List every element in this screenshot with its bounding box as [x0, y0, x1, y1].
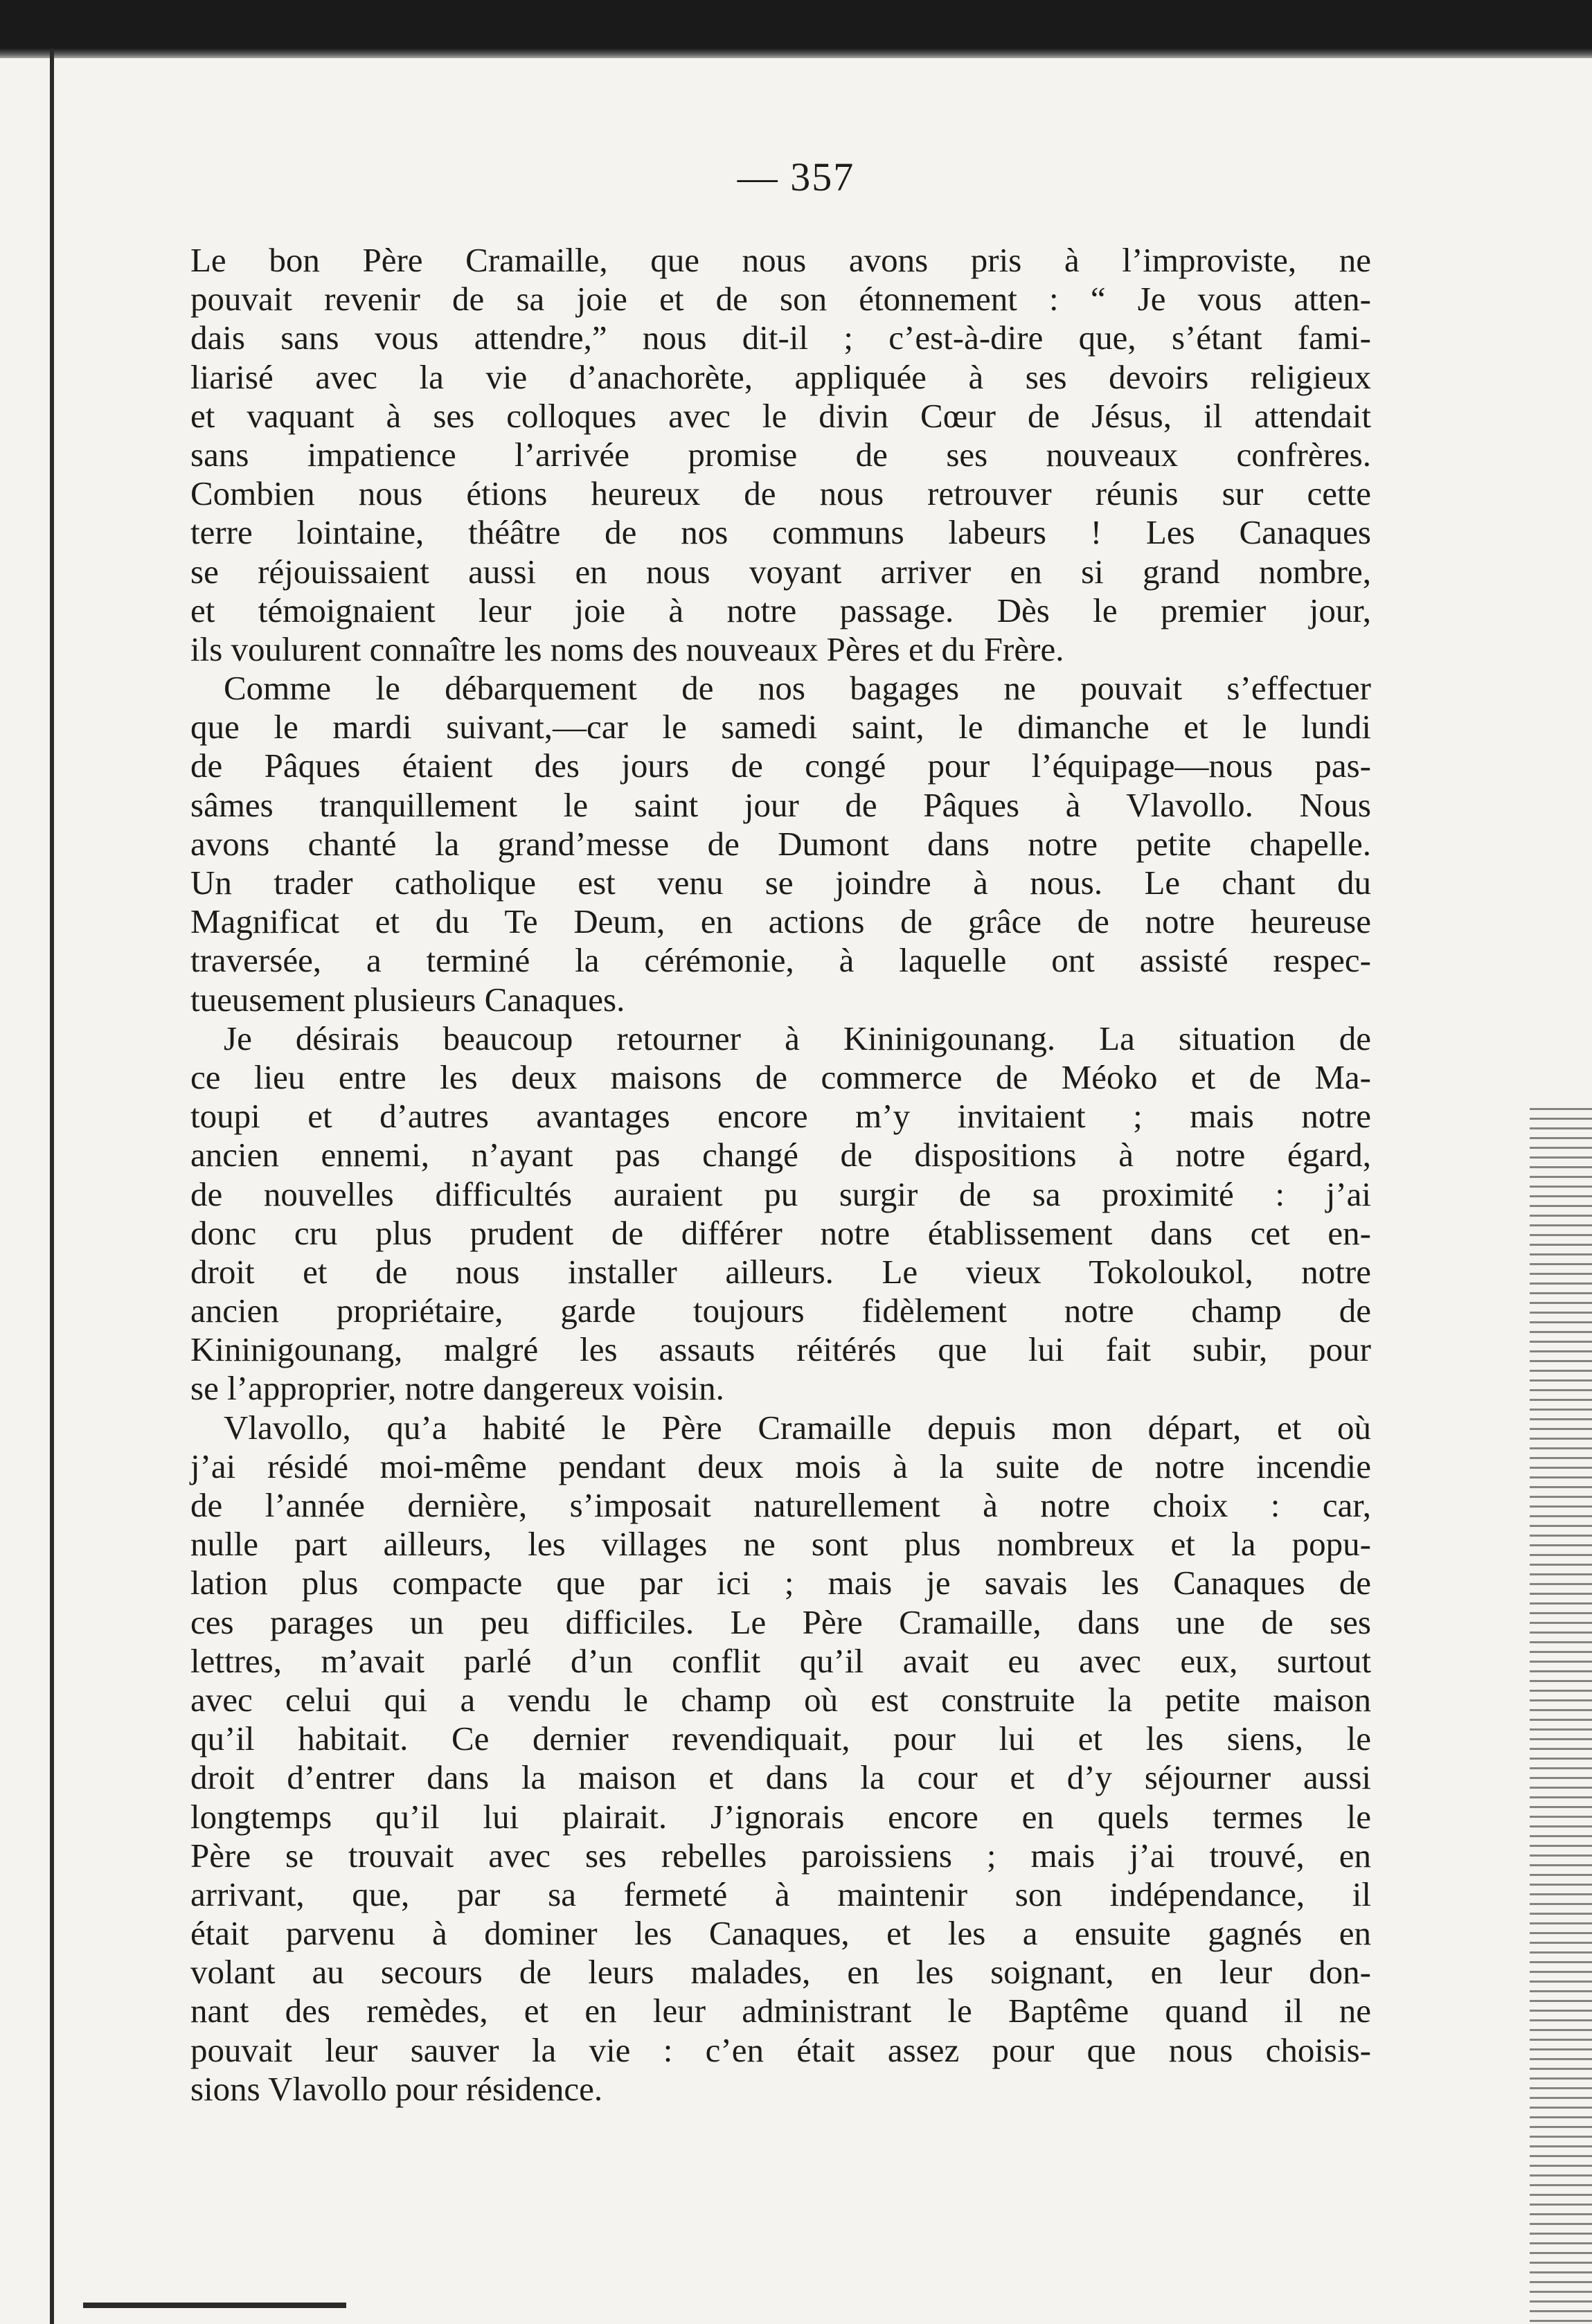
text-line: lettres, m’avait parlé d’un conflit qu’il avait eu avec eux, surtout — [190, 1641, 1371, 1680]
text-line: Combien nous étions heureux de nous retrouver réunis sur cette — [190, 474, 1371, 513]
text-line: Magnificat et du Te Deum, en actions de grâce de notre heureuse — [190, 902, 1371, 941]
scan-top-border — [0, 0, 1592, 58]
text-line: nant des remèdes, et en leur administrant le Baptême quand il ne — [190, 1992, 1371, 2030]
text-line: liarisé avec la vie d’anachorète, appliquée à ses devoirs religieux — [190, 357, 1371, 396]
text-line: de l’année dernière, s’imposait naturellement à notre choix : car, — [190, 1486, 1371, 1524]
text-line: volant au secours de leurs malades, en les soignant, en leur don- — [190, 1953, 1371, 1992]
text-line: et témoignaient leur joie à notre passage. Dès le premier jour, — [190, 591, 1371, 629]
text-line: de Pâques étaient des jours de congé pour l’équipage—nous pas- — [190, 747, 1371, 785]
scan-left-border — [50, 48, 54, 2324]
text-line: ces parages un peu difficiles. Le Père Cramaille, dans une de ses — [190, 1602, 1371, 1641]
text-line: terre lointaine, théâtre de nos communs labeurs ! Les Canaques — [190, 513, 1371, 552]
page-number: — 357 — [737, 154, 855, 199]
text-line: se réjouissaient aussi en nous voyant arriver en si grand nombre, — [190, 552, 1371, 591]
text-line: toupi et d’autres avantages encore m’y invitaient ; mais notre — [190, 1097, 1371, 1136]
text-line: j’ai résidé moi-même pendant deux mois à la suite de notre incendie — [190, 1447, 1371, 1485]
text-line: sions Vlavollo pour résidence. — [190, 2069, 603, 2108]
text-line: traversée, a terminé la cérémonie, à laquelle ont assisté respec- — [190, 941, 1371, 980]
text-line: dais sans vous attendre,” nous dit-il ; c’est-à-dire que, s’étant fami- — [190, 319, 1371, 357]
text-line: de nouvelles difficultés auraient pu surgir de sa proximité : j’ai — [190, 1174, 1371, 1213]
text-line: pouvait revenir de sa joie et de son étonnement : “ Je vous atten- — [190, 280, 1371, 319]
body-text — [190, 241, 1371, 2109]
text-line: pouvait leur sauver la vie : c’en était assez pour que nous choisis- — [190, 2030, 1371, 2069]
text-line: se l’approprier, notre dangereux voisin. — [190, 1369, 724, 1408]
text-line: ancien propriétaire, garde toujours fidèlement notre champ de — [190, 1291, 1371, 1330]
text-line: Kininigounang, malgré les assauts réitérés que lui fait subir, pour — [190, 1330, 1371, 1369]
text-line: Vlavollo, qu’a habité le Père Cramaille depuis mon départ, et où — [224, 1408, 1371, 1447]
text-line: donc cru plus prudent de différer notre établissement dans cet en- — [190, 1213, 1371, 1252]
text-line: ancien ennemi, n’ayant pas changé de dispositions à notre égard, — [190, 1136, 1371, 1174]
text-line: Père se trouvait avec ses rebelles paroissiens ; mais j’ai trouvé, en — [190, 1836, 1371, 1875]
text-line: Un trader catholique est venu se joindre à nous. Le chant du — [190, 864, 1371, 902]
text-line: était parvenu à dominer les Canaques, et les a ensuite gagnés en — [190, 1914, 1371, 1953]
text-line: tueusement plusieurs Canaques. — [190, 980, 625, 1019]
text-line: qu’il habitait. Ce dernier revendiquait, pour lui et les siens, le — [190, 1719, 1371, 1758]
text-line: nulle part ailleurs, les villages ne sont plus nombreux et la popu- — [190, 1525, 1371, 1564]
scan-bottom-rule — [83, 2303, 346, 2308]
text-line: arrivant, que, par sa fermeté à maintenir son indépendance, il — [190, 1875, 1371, 1913]
text-line: Le bon Père Cramaille, que nous avons pris à l’improviste, ne — [190, 241, 1371, 279]
text-line: que le mardi suivant,—car le samedi saint, le dimanche et le lundi — [190, 708, 1371, 747]
text-line: sâmes tranquillement le saint jour de Pâques à Vlavollo. Nous — [190, 785, 1371, 824]
text-line: droit et de nous installer ailleurs. Le vieux Tokoloukol, notre — [190, 1252, 1371, 1291]
text-line: droit d’entrer dans la maison et dans la cour et d’y séjourner aussi — [190, 1758, 1371, 1797]
text-line: ils voulurent connaître les noms des nouveaux Pères et du Frère. — [190, 629, 1064, 668]
text-line: avons chanté la grand’messe de Dumont dans notre petite chapelle. — [190, 824, 1371, 863]
text-line: lation plus compacte que par ici ; mais je savais les Canaques de — [190, 1564, 1371, 1602]
text-line: avec celui qui a vendu le champ où est construite la petite maison — [190, 1680, 1371, 1719]
text-line: ce lieu entre les deux maisons de commerce de Méoko et de Ma- — [190, 1057, 1371, 1096]
text-line: Comme le débarquement de nos bagages ne pouvait s’effectuer — [224, 669, 1371, 708]
text-line: longtemps qu’il lui plairait. J’ignorais encore en quels termes le — [190, 1797, 1371, 1836]
text-line: Je désirais beaucoup retourner à Kininigounang. La situation de — [224, 1019, 1371, 1057]
scan-right-edge-noise — [1530, 1108, 1592, 2324]
text-line: sans impatience l’arrivée promise de ses nouveaux confrères. — [190, 435, 1371, 474]
text-line: et vaquant à ses colloques avec le divin Cœur de Jésus, il attendait — [190, 396, 1371, 435]
